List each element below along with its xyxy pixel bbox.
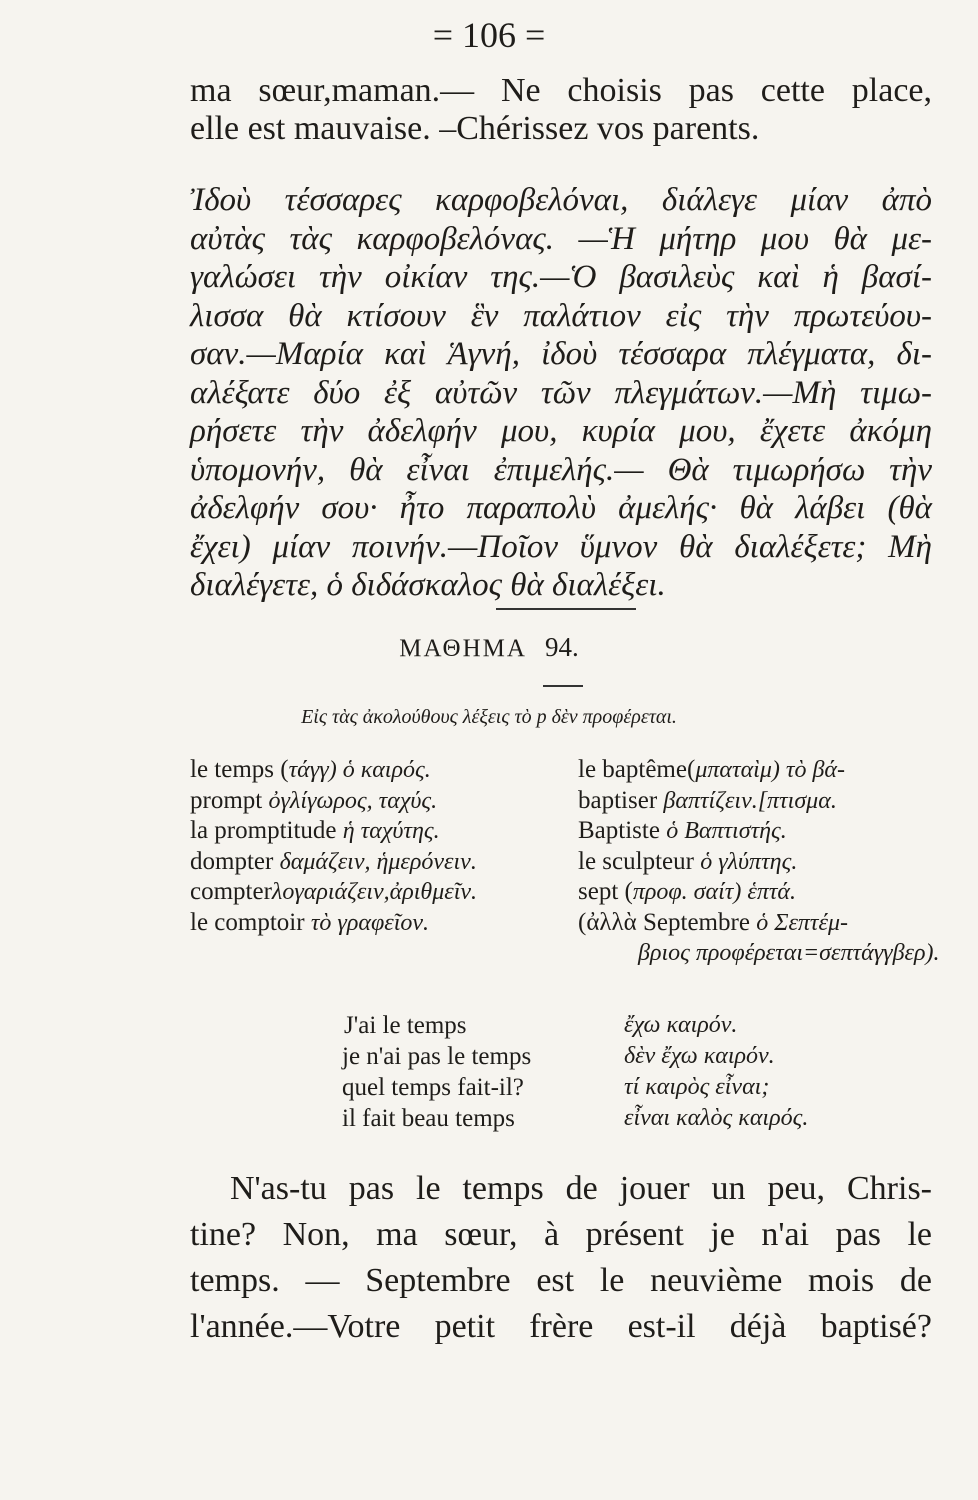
lesson-subtitle: Εἰς τὰς ἀκολούθους λέξεις τὸ p δὲν προφέρεται. xyxy=(301,706,677,728)
text-line: λισσα θὰ κτίσουν ἓν παλάτιον εἰς τὴν πρωτεύου- xyxy=(190,297,932,334)
text-line: ἔχει) μίαν ποινήν.—Ποῖον ὕμνον θὰ διαλέξετε; Μὴ xyxy=(190,528,932,565)
text-line: tine? Non, ma sœur, à présent je n'ai pas le xyxy=(190,1216,932,1253)
phrase-row xyxy=(340,1043,900,1074)
text-line: αὐτὰς τὰς καρφοβελόνας. —Ἡ μήτηρ μου θὰ με- xyxy=(190,220,932,257)
vocab-right: Baptiste ὁ Βαπτιστής. xyxy=(578,817,787,844)
vocab-right: sept (προφ. σαίτ) ἑπτά. xyxy=(578,878,797,905)
vocab-row xyxy=(190,787,950,818)
phrase-greek: εἶναι καλὸς καιρός. xyxy=(624,1105,809,1131)
text-line: ma sœur,maman.— Ne choisis pas cette place, xyxy=(190,72,932,109)
vocab-right: (ἀλλὰ Septembre ὁ Σεπτέμ- xyxy=(578,908,849,936)
vocab-right: baptiser βαπτίζειν.[πτισμα. xyxy=(578,786,837,814)
text-line: ἀδελφήν σου· ἦτο παραπολὺ ἀμελής· θὰ λάβει (θὰ xyxy=(190,490,932,526)
text-line: Ἰδοὺ τέσσαρες καρφοβελόναι, διάλεγε μίαν ἀπὸ xyxy=(190,182,932,218)
phrase-row xyxy=(340,1012,900,1043)
phrase-french: je n'ai pas le temps xyxy=(342,1043,532,1070)
phrase-french: il fait beau temps xyxy=(342,1105,515,1132)
phrase-row xyxy=(340,1105,900,1136)
vocab-right: βριος προφέρεται=σεπτάγγβερ). xyxy=(638,940,940,966)
text-line: σαν.—Μαρία καὶ Ἁγνή, ἰδοὺ τέσσαρα πλέγματα, δι- xyxy=(190,336,932,372)
lesson-title: ΜΑΘΗΜΑ xyxy=(399,635,527,662)
heading-divider xyxy=(543,685,583,687)
vocab-row xyxy=(190,939,950,970)
vocab-row xyxy=(190,878,950,909)
lesson-number: 94. xyxy=(544,632,579,662)
vocab-left: dompter δαμάζειν, ἡμερόνειν. xyxy=(190,847,477,875)
text-line: ὑπομονήν, θὰ εἶναι ἐπιμελής.— Θὰ τιμωρήσω τὴν xyxy=(190,451,932,488)
text-line: ρήσετε τὴν ἀδελφήν μου, κυρία μου, ἔχετε ἀκόμη xyxy=(190,413,932,449)
page-number: = 106 = xyxy=(432,15,546,55)
vocab-row xyxy=(190,848,950,879)
vocab-left: prompt ὀγλίγωρος, ταχύς. xyxy=(190,786,438,814)
text-line: l'année.—Votre petit frère est-il déjà baptisé? xyxy=(190,1308,932,1345)
vocab-left: le temps (τάγγ) ὁ καιρός. xyxy=(190,756,431,783)
phrase-greek: ἔχω καιρόν. xyxy=(624,1012,738,1038)
phrase-greek: τί καιρὸς εἶναι; xyxy=(624,1074,770,1100)
text-line: διαλέγετε, ὁ διδάσκαλος θὰ διαλέξει. xyxy=(190,567,666,603)
phrase-row xyxy=(340,1074,900,1105)
text-line: αλέξατε δύο ἐξ αὐτῶν τῶν πλεγμάτων.—Μὴ τιμω- xyxy=(190,374,932,411)
vocab-left: compterλογαριάζειν,ἀριθμεῖν. xyxy=(190,878,478,905)
vocab-left: le comptoir τὸ γραφεῖον. xyxy=(190,908,430,936)
phrase-french: J'ai le temps xyxy=(344,1012,467,1039)
text-line: temps. — Septembre est le neuvième mois de xyxy=(190,1262,932,1299)
greek-paragraph xyxy=(190,182,932,606)
vocabulary-table xyxy=(190,756,950,970)
vocab-right: le baptême(μπαταὶμ) τὸ βά- xyxy=(578,756,846,783)
vocab-row xyxy=(190,817,950,848)
vocab-row xyxy=(190,909,950,940)
phrase-greek: δὲν ἔχω καιρόν. xyxy=(624,1043,775,1069)
text-line: γαλώσει τὴν οἰκίαν της.—Ὁ βασιλεὺς καὶ ἡ βασί- xyxy=(190,259,932,295)
vocab-left: la promptitude ἡ ταχύτης. xyxy=(190,817,440,844)
closing-paragraph xyxy=(190,1170,932,1354)
lesson-heading xyxy=(0,632,978,663)
section-divider xyxy=(496,608,636,610)
phrase-list xyxy=(340,1012,900,1136)
vocab-row xyxy=(190,756,950,787)
phrase-french: quel temps fait-il? xyxy=(342,1074,524,1101)
intro-paragraph xyxy=(190,72,932,148)
text-line: elle est mauvaise. –Chérissez vos parents. xyxy=(190,110,760,147)
text-line: N'as-tu pas le temps de jouer un peu, Chris- xyxy=(230,1170,932,1207)
vocab-right: le sculpteur ὁ γλύπτης. xyxy=(578,847,798,875)
